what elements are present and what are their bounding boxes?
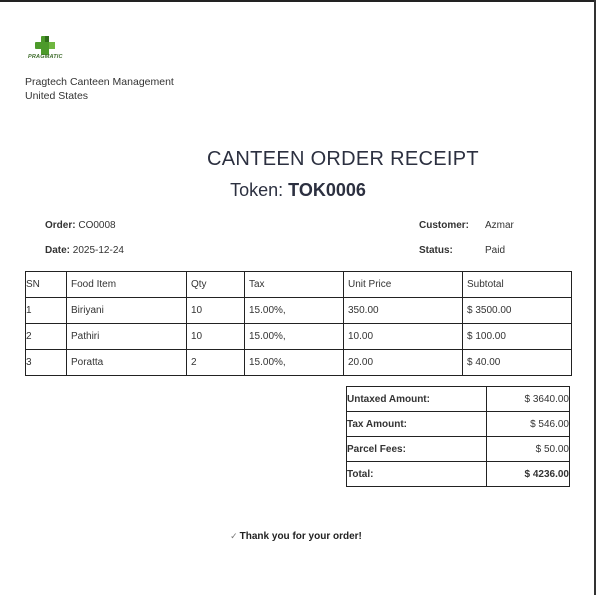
thank-you-text: Thank you for your order!	[239, 531, 362, 542]
cell-qty: 10	[187, 298, 245, 324]
tax-amount-value: $ 546.00	[487, 412, 570, 437]
check-icon: ✓	[230, 531, 238, 541]
table-row	[26, 324, 572, 350]
cell-tax: 15.00%,	[245, 350, 344, 376]
cell-sn: 3	[26, 350, 67, 376]
customer-label: Customer:	[419, 220, 470, 231]
total-value: $ 4236.00	[487, 462, 570, 487]
parcel-fees-value: $ 50.00	[487, 437, 570, 462]
receipt-title: CANTEEN ORDER RECEIPT	[207, 148, 479, 170]
status-label: Status:	[419, 245, 453, 256]
column-header-unit-price: Unit Price	[344, 272, 463, 298]
column-header-tax: Tax	[245, 272, 344, 298]
page-border-top	[0, 0, 596, 2]
date-value: 2025-12-24	[72, 245, 124, 256]
order-label: Order:	[45, 220, 76, 231]
cell-food-item: Biriyani	[67, 298, 187, 324]
order-date	[45, 245, 124, 256]
table-row	[26, 350, 572, 376]
tax-amount-label: Tax Amount:	[347, 412, 487, 437]
token-label: Token:	[230, 180, 284, 200]
table-row	[26, 298, 572, 324]
cell-food-item: Poratta	[67, 350, 187, 376]
cell-tax: 15.00%,	[245, 298, 344, 324]
token-value: TOK0006	[288, 180, 366, 200]
column-header-qty: Qty	[187, 272, 245, 298]
company-address	[25, 75, 174, 103]
totals-table	[346, 386, 570, 487]
cell-unit-price: 350.00	[344, 298, 463, 324]
thank-you-message	[0, 531, 592, 542]
status-value: Paid	[485, 245, 506, 256]
totals-row-total	[347, 462, 570, 487]
logo-text: PRAGMATIC	[28, 54, 63, 60]
date-label: Date:	[45, 245, 71, 256]
order-value: CO0008	[78, 220, 116, 231]
token-line	[0, 180, 596, 201]
totals-row-tax	[347, 412, 570, 437]
parcel-fees-label: Parcel Fees:	[347, 437, 487, 462]
column-header-subtotal: Subtotal	[463, 272, 572, 298]
cell-subtotal: $ 100.00	[463, 324, 572, 350]
column-header-sn: SN	[26, 272, 67, 298]
customer-value: Azmar	[485, 220, 514, 231]
cell-food-item: Pathiri	[67, 324, 187, 350]
cell-subtotal: $ 40.00	[463, 350, 572, 376]
order-number	[45, 220, 116, 231]
totals-row-untaxed	[347, 387, 570, 412]
total-label: Total:	[347, 462, 487, 487]
cell-sn: 1	[26, 298, 67, 324]
untaxed-amount-value: $ 3640.00	[487, 387, 570, 412]
totals-row-parcel	[347, 437, 570, 462]
cell-subtotal: $ 3500.00	[463, 298, 572, 324]
company-country: United States	[25, 90, 89, 102]
cell-qty: 10	[187, 324, 245, 350]
untaxed-amount-label: Untaxed Amount:	[347, 387, 487, 412]
cell-qty: 2	[187, 350, 245, 376]
items-table	[25, 271, 572, 376]
table-header-row	[26, 272, 572, 298]
column-header-food-item: Food Item	[67, 272, 187, 298]
cell-unit-price: 20.00	[344, 350, 463, 376]
company-name: Pragtech Canteen Management	[25, 76, 174, 88]
cell-unit-price: 10.00	[344, 324, 463, 350]
cell-tax: 15.00%,	[245, 324, 344, 350]
cell-sn: 2	[26, 324, 67, 350]
